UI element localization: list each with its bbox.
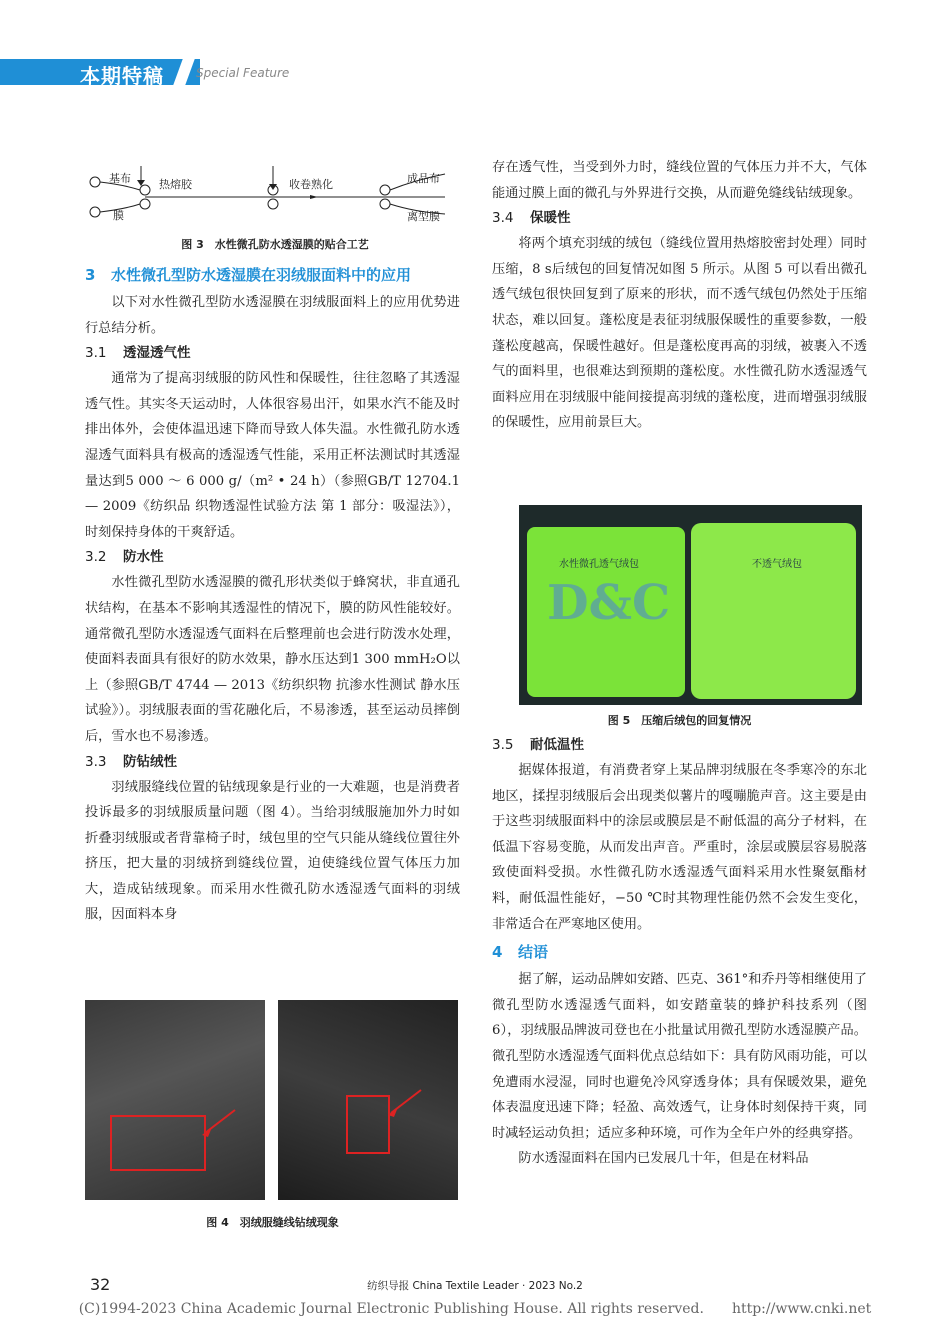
label-membrane: 膜 xyxy=(113,209,124,222)
subsection-3-3-heading xyxy=(85,750,460,775)
figure-4-caption: 图 4 羽绒服缝线钻绒现象 xyxy=(206,1216,339,1229)
subsection-3-1-heading xyxy=(85,341,460,366)
subsection-number: 3.4 xyxy=(492,210,514,227)
brand-logo: D&C xyxy=(547,575,671,631)
section-4-heading xyxy=(492,939,867,965)
figure-4-photo-right xyxy=(278,1000,458,1200)
figure-5-caption: 图 5 压缩后绒包的回复情况 xyxy=(607,714,752,727)
subsection-number: 3.2 xyxy=(85,549,107,566)
label-non-breathable: 不透气绒包 xyxy=(752,559,802,570)
paragraph: 以下对水性微孔型防水透湿膜在羽绒服面料上的应用优势进行总结分析。 xyxy=(85,295,460,336)
section-header-title: 本期特稿 xyxy=(80,64,164,88)
right-column-top xyxy=(492,155,867,436)
figure-3-diagram xyxy=(85,160,465,230)
subsection-number: 3.1 xyxy=(85,345,107,362)
figure-4-photo-left xyxy=(85,1000,265,1200)
label-winding: 收卷熟化 xyxy=(289,178,333,191)
copyright-notice: (C)1994-2023 China Academic Journal Electronic Publishing House. All rights reserved. http://www.cnki.net xyxy=(78,1301,872,1317)
label-hot-melt: 热熔胶 xyxy=(159,178,192,191)
label-base-cloth: 基布 xyxy=(109,172,131,185)
subsection-title: 防钻绒性 xyxy=(123,753,177,770)
subsection-title: 透湿透气性 xyxy=(123,345,191,362)
arrow-icon xyxy=(200,1105,240,1140)
non-breathable-pouch xyxy=(691,523,856,699)
subsection-number: 3.3 xyxy=(85,753,107,770)
paragraph: 羽绒服缝线位置的钻绒现象是行业的一大难题，也是消费者投诉最多的羽绒服质量问题（图 4）。当给羽绒服施加外力时如折叠羽绒服或者背靠椅子时，绒包里的空气只能从缝线位置往外挤压，把大量的羽绒挤到缝线位置，迫使缝线位置气体压力加大，造成钻绒现象。而采用水性微孔防水透湿透气面料的羽绒服，因面料本身 xyxy=(85,779,460,923)
paragraph: 水性微孔型防水透湿膜的微孔形状类似于蜂窝状，非直通孔状结构，在基本不影响其透湿性的情况下，膜的防风性能较好。通常微孔型防水透湿透气面料在后整理前也会进行防泼水处理，使面料表面具有很好的防水效果，静水压达到1 300 mmH₂O以上（参照GB/T 4744 — 2013《纺织织物 抗渗水性测试 静水压试验》）。羽绒服表面的雪花融化后，不易渗透，甚至运动员摔倒后，雪水也不易渗透。 xyxy=(85,575,460,744)
subsection-title: 防水性 xyxy=(123,549,164,566)
section-title: 水性微孔型防水透湿膜在羽绒服面料中的应用 xyxy=(111,266,412,284)
subsection-title: 保暖性 xyxy=(530,210,571,227)
journal-name: 纺织导报 China Textile Leader · 2023 No.2 xyxy=(367,1280,583,1292)
paragraph: 据媒体报道，有消费者穿上某品牌羽绒服在冬季寒冷的东北地区，揉捏羽绒服后会出现类似薯片的嘎嘣脆声音。这主要是由于这些羽绒服面料中的涂层或膜层是不耐低温的高分子材料，在低温下容易变脆，从而发出声音。严重时，涂层或膜层容易脱落致使面料受损。水性微孔防水透湿透气面料采用水性聚氨酯材料，耐低温性能好，−50 ℃时其物理性能仍然不会发生变化，非常适合在严寒地区使用。 xyxy=(492,763,867,932)
paragraph: 将两个填充羽绒的绒包（缝线位置用热熔胶密封处理）同时压缩，8 s后绒包的回复情况如图 5 所示。从图 5 可以看出微孔透气绒包很快回复到了原来的形状，而不透气绒包仍然处于压缩状态，难以回复。蓬松度是表征羽绒服保暖性的重要参数，一般蓬松度越高，保暖性越好。但是蓬松度再高的羽绒，被裹入不透气的面料里，也很难达到预期的蓬松度。水性微孔防水透湿透气面料应用在羽绒服中能间接提高羽绒的蓬松度，进而增强羽绒服的保暖性，应用前景巨大。 xyxy=(492,236,867,431)
highlight-box xyxy=(110,1115,206,1171)
subsection-title: 耐低温性 xyxy=(530,737,584,753)
page-number: 32 xyxy=(90,1275,111,1294)
section-title: 结语 xyxy=(518,943,549,962)
left-column xyxy=(85,260,460,928)
paragraph: 通常为了提高羽绒服的防风性和保暖性，往往忽略了其透湿透气性。其实冬天运动时，人体很容易出汗，如果水汽不能及时排出体外，会使体温迅速下降而导致人体失温。水性微孔防水透湿透气面料具有极高的透湿透气性能，采用正杯法测试时其透湿量达到5 000 ～ 6 000 g/（m² • 24 h）（参照GB/T 12704.1 — 2009《纺织品 织物透湿性试验方法 第 1 部分：吸湿法》），时刻保持身体的干爽舒适。 xyxy=(85,371,460,540)
section-number: 3 xyxy=(85,266,96,284)
right-column-bottom xyxy=(492,733,867,1172)
figure-5-photo xyxy=(519,505,862,705)
label-release: 离型膜 xyxy=(407,210,440,223)
paragraph: 存在透气性，当受到外力时，缝线位置的气体压力并不大，气体能通过膜上面的微孔与外界进行交换，从而避免缝线钻绒现象。 xyxy=(492,160,867,201)
subsection-3-2-heading xyxy=(85,545,460,570)
subsection-3-4-heading xyxy=(492,206,867,231)
paragraph: 防水透湿面料在国内已发展几十年，但是在材料品 xyxy=(518,1151,809,1167)
paragraph: 据了解，运动品牌如安踏、匹克、361°和乔丹等相继使用了微孔型防水透湿透气面料，如安踏童装的蜂护科技系列（图 6），羽绒服品牌波司登也在小批量试用微孔型防水透湿膜产品。微孔型防水透湿透气面料优点总结如下：具有防风雨功能，可以免遭雨水浸湿，同时也避免冷风穿透身体；具有保暖效果，避免体表温度迅速下降；轻盈、高效透气，让身体时刻保持干爽，同时减轻运动负担；适应多种环境，可作为全年户外的经典穿搭。 xyxy=(492,972,867,1141)
figure-3-caption: 图 3 水性微孔防水透湿膜的贴合工艺 xyxy=(181,238,369,251)
arrow-icon xyxy=(386,1085,426,1120)
section-header-subtitle: Special Feature xyxy=(196,66,290,80)
section-number: 4 xyxy=(492,943,503,962)
highlight-box xyxy=(346,1095,390,1154)
section-3-heading xyxy=(85,262,460,288)
subsection-number: 3.5 xyxy=(492,737,514,753)
label-breathable: 水性微孔透气绒包 xyxy=(559,559,639,570)
subsection-3-5-heading xyxy=(492,733,867,758)
label-finished: 成品布 xyxy=(407,172,440,185)
